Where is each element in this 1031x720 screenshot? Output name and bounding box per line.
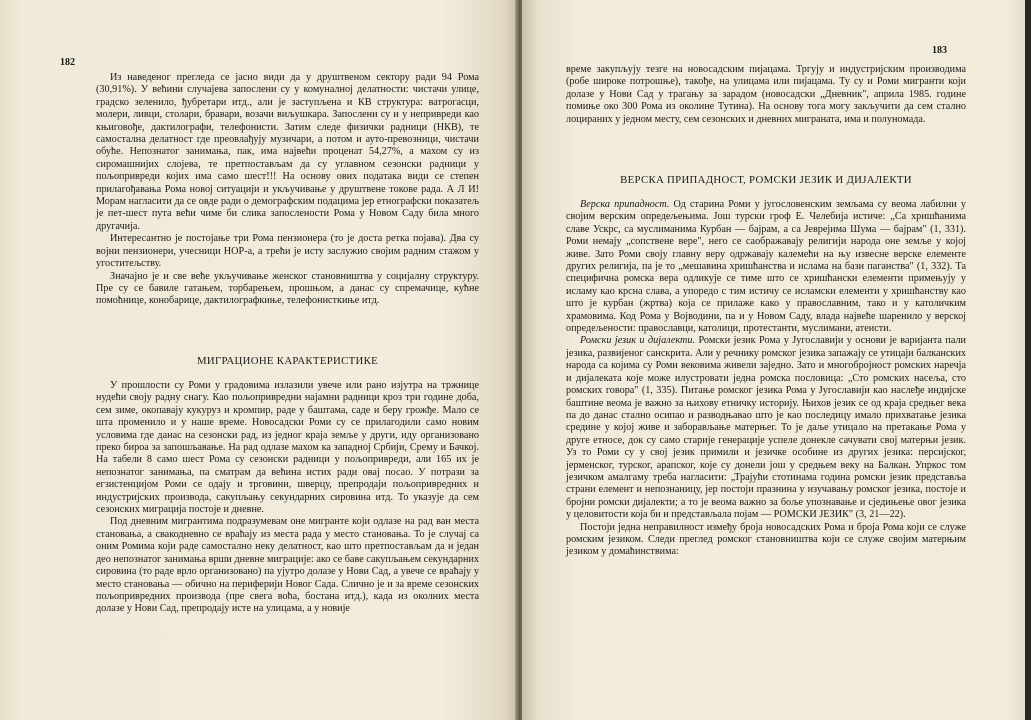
right-text-block-1 [566,64,966,126]
right-text-block-2 [566,199,966,559]
page-number-left: 182 [60,57,75,68]
section-heading-religion-language: ВЕРСКА ПРИПАДНОСТ, РОМСКИ ЈЕЗИК И ДИЈАЛЕКТИ [620,174,912,186]
paragraph: време закупљују тезге на новосадским пијацама. Тргују и индустријским производима (робе широке потрошње), такође, на улицама или пијацама. Ту су и Роми мигранти који долазе у Нови Сад у трагању за зарадом (новосадски „Дневник", априла 1985. године помиње око 300 Рома из околине Тутина). На основу тога могу закључити да сем стално лоцираних у једном месту, сем сезонских и дневних миграната, има и полуномада. [566,64,966,125]
left-text-block-2 [96,380,479,616]
paragraph: Постоји једна неправилност између броја новосадских Рома и броја Рома који се служе ромским језиком. Следи преглед ромског становништва који се служе својим матерњим језиком у домаћинствима: [566,521,966,558]
paragraph-language: Ромски језик и дијалекти. Ромски језик Рома у Југославији у основи је варијанта пали језика, развијеног санскрита. Али у речнику ромског језика запажају се утицаји балканских народа са којима су Роми вековима живели заједно. Зато и многобројност ромских наречја и дијалеката које може илустровати једна ромска пословица: „Сто ромских насеља, сто ромских говора" (1, 335). Питање ромског језика Рома у Југославији као наслеђе индијске баштине веома је важно за њихову етничку историју. Њихов језик се од краја средњег века па до данас стално осипао и разводњавао што је као последицу имало прихватање језика средине у којој живе и заборављање матерњег. То је даље утицало на претакање Рома у друге етносе, док су само старије генерације успеле донекле сачувати свој матерњи језик. Уз то Роми су у свој језик примили и језичке особине из других језика: персијског, јерменског, турског, арапског, које су донели још у средњем веку на Балкан. Упркос том језичком амалгаму треба нагласити: „Трајући стотинама година ромски језик представља страни елемент и непознаницу, јер постоји празнина у изучавању ромског језика, постоје и бројни ромски дијалекти; а то је веома важно за боље упознавање и сједињење овог језика у целовитости која би и представљала појам — РОМСКИ ЈЕЗИК" (3, 21—22). [566,335,966,521]
section-heading-migration: МИГРАЦИОНЕ КАРАКТЕРИСТИКЕ [196,355,379,367]
right-page [522,0,1027,720]
paragraph: Под дневним мигрантима подразумевам оне мигранте који одлазе на рад ван места становања, а свакодневно се враћају из места рада у место становања. То је случај са оним Ромима који раде самостално неку делатност, као што претпостављам да и један део непознатог занимања врши дневне миграције: ако се баве сакупљањем секундарних сировина (то раде врло организовано) па ујутро долазе у Нови Сад, а увече се враћају у место становања — обично на периферији Новог Сада. Слично је и за време сезонских пољопривредних производа (пре свега воћа, бостана итд.), када из околних места долазе у Нови Сад, препродају исте на улицама, а у новије [96,516,479,615]
paragraph: Из наведеног прегледа се јасно види да у друштвеном сектору ради 94 Рома (30,91%). У већини случајева запослени су у комуналној делатности: чистачи улице, градско зеленило, ђубретари итд., али је заступљена и КВ структура: ватрогасци, молери, ливци, столари, бравари, возачи виљушкара. Запослени су и у неприврeди као књиговође, дактилографи, телефонисти. Затим следе физички радници (НКВ), те самостална делатност где преовлађују музичари, а потом и ауто-превозници, чистачи обуће. Непознатог занимања, пак, има највећи проценат 54,27%, а махом су из сиромашнијих слојева, те претпостављам да су углавном сезонски радници у пољопривреди којих има само шест!!! На основу ових података види се степен прилагођавања Рома новој ситуацији и укључивање у друштвене токове рада. А Л И! Морам нагласити да се овде ради о демографским подацима јер етнографски показатељ је пет-шест пута већи чиме би слика запослености Рома у Новом Саду била много другачија. [96,72,479,232]
paragraph: У прошлости су Роми у градовима излазили увече или рано изјутра на тржнице нудећи своју радну снагу. Као пољопривредни најамни радници кроз три године доба, сем зиме, окопавају кукуруз и кромпир, раде у баштама, саде и беру грожђе. Мало се шта променило и у наше време. Новосадски Роми су се прилагодили само новим условима где данас на сезонски рад, из једног краја земље у други, иду организовано преко бироа за запошљавање. На рад одлазе махом ка западној Србији, Срему и Бачкој. На табели 8 само шест Рома су сезонски радници у пољопривреди, али 165 их је непознатог занимања, па сматрам да већина истих ради овај посао. У потрази за егзистенцијом Роми се одају и трговини, шверцу, препродаји пољопривредних и индустријских производа, сакупљању секундарних сировина итд. То указује да сем сезонских миграција постоје и дневне. [96,380,479,516]
left-text-block-1 [96,72,479,308]
page-number-right: 183 [932,45,947,56]
paragraph-religion: Верска припадност. Од старина Роми у југословенским земљама су веома лабилни у својим верским опредељењима. Још турски гроф Е. Челебија истиче: „Са хришћанима славе Ускрс, са муслиманима Курбан — бајрам, а са Јеврејима Шума — бајрам" (1, 331). Роми немају „сопствене вере", него се саображавају религији народа оне земље у којој живе. Зато Роми своју главну веру одржавају калемећи на њу извесне верске елементе других религија, па је то „мешавина хришћанства и ислама на бази паганства" (1, 332). Та специфична ромска вера одликује се тиме што се хришћански елементи примењују у исламу као крсна слава, а упоредо с тим истичу се исламски елементи у хришћанству као што је курбан (жртва) која се прилаже како у православним, тако и у католичким храмовима. Код Рома у Војводини, па и у Новом Саду, влада највеће шаренило у верској опредељености: православци, католици, протестанти, муслимани, атеисти. [566,199,966,335]
paragraph: Интересантно је постојање три Рома пензионера (то је доста ретка појава). Два су војни пензионери, учесници НОР-а, а трећи је исту заслужио својим радним стажом у угоститељству. [96,233,479,270]
paragraph: Значајно је и све веће укључивање женског становништва у социјалну структуру. Пре су се бавиле гатањем, торбарењем, прошњом, а данас су спремачице, кућне помоћнице, конобарице, дактилографкиње, телефонисткиње итд. [96,270,479,307]
run-in-heading-language: Ромски језик и дијалекти. [580,335,696,347]
book-edge [1025,0,1031,720]
run-in-heading-religion: Верска припадност. [580,199,670,210]
